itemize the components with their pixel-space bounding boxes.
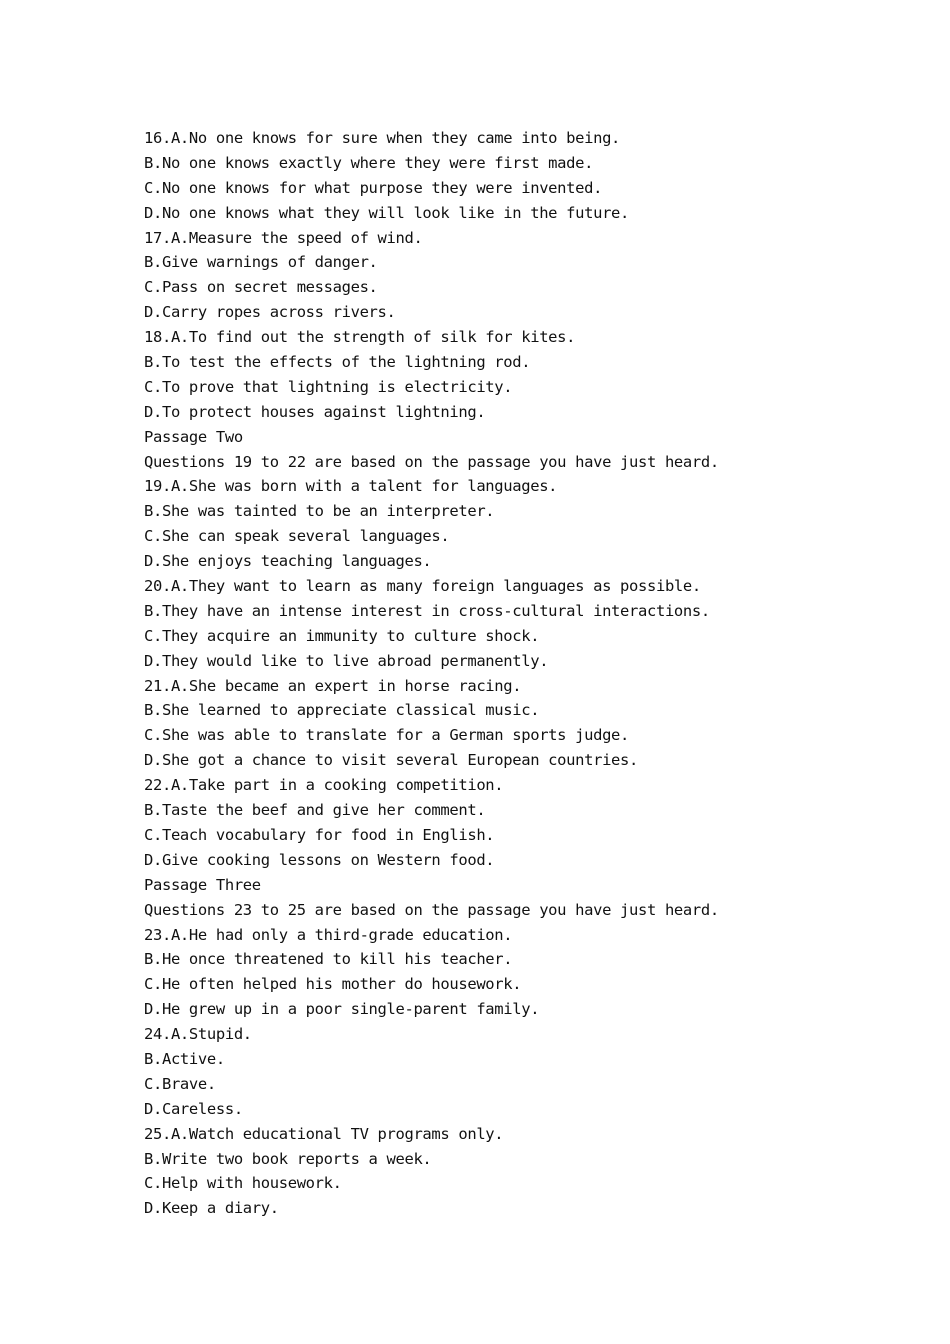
passage-two-heading: Passage Two: [144, 427, 243, 446]
q20-option-a: 20.A.They want to learn as many foreign languages as possible.: [144, 577, 701, 596]
q22-option-a: 22.A.Take part in a cooking competition.: [144, 776, 504, 795]
passage-three-instructions: Questions 23 to 25 are based on the passage you have just heard.: [144, 900, 719, 919]
passage-three-heading: Passage Three: [144, 875, 261, 894]
q16-option-a: 16.A.No one knows for sure when they came into being.: [144, 129, 621, 147]
q23-option-d: D.He grew up in a poor single-parent family.: [144, 1000, 540, 1019]
q22-option-d: D.Give cooking lessons on Western food.: [144, 850, 495, 869]
q17-option-c: C.Pass on secret messages.: [144, 278, 378, 297]
q25-option-d: D.Keep a diary.: [144, 1199, 279, 1218]
q17-option-a: 17.A.Measure the speed of wind.: [144, 228, 423, 247]
q19-option-a: 19.A.She was born with a talent for languages.: [144, 477, 558, 496]
q16-option-d: D.No one knows what they will look like in the future.: [144, 203, 630, 222]
q19-option-c: C.She can speak several languages.: [144, 527, 450, 546]
q18-option-a: 18.A.To find out the strength of silk for kites.: [144, 328, 576, 347]
q16-option-c: C.No one knows for what purpose they were invented.: [144, 178, 603, 197]
q20-option-c: C.They acquire an immunity to culture shock.: [144, 626, 540, 645]
q16-option-b: B.No one knows exactly where they were first made.: [144, 153, 594, 172]
q24-option-c: C.Brave.: [144, 1074, 216, 1093]
q25-option-c: C.Help with housework.: [144, 1174, 342, 1193]
q24-option-b: B.Active.: [144, 1049, 225, 1068]
q20-option-d: D.They would like to live abroad permanently.: [144, 651, 549, 670]
q25-option-a: 25.A.Watch educational TV programs only.: [144, 1124, 504, 1143]
q20-option-b: B.They have an intense interest in cross-cultural interactions.: [144, 601, 710, 620]
q24-option-a: 24.A.Stupid.: [144, 1025, 252, 1044]
document-content: [144, 126, 904, 1221]
q25-option-b: B.Write two book reports a week.: [144, 1149, 432, 1168]
q17-option-d: D.Carry ropes across rivers.: [144, 303, 396, 322]
q22-option-b: B.Taste the beef and give her comment.: [144, 801, 486, 820]
q23-option-a: 23.A.He had only a third-grade education.: [144, 925, 513, 944]
q21-option-d: D.She got a chance to visit several European countries.: [144, 751, 638, 770]
q21-option-c: C.She was able to translate for a German sports judge.: [144, 726, 630, 745]
q19-option-b: B.She was tainted to be an interpreter.: [144, 502, 495, 521]
q18-option-c: C.To prove that lightning is electricity.: [144, 377, 513, 396]
q18-option-d: D.To protect houses against lightning.: [144, 402, 486, 421]
q23-option-c: C.He often helped his mother do housework.: [144, 975, 522, 994]
q24-option-d: D.Careless.: [144, 1099, 243, 1118]
q22-option-c: C.Teach vocabulary for food in English.: [144, 825, 495, 844]
q23-option-b: B.He once threatened to kill his teacher.: [144, 950, 513, 969]
q21-option-a: 21.A.She became an expert in horse racing.: [144, 676, 522, 695]
q18-option-b: B.To test the effects of the lightning rod.: [144, 353, 531, 372]
q17-option-b: B.Give warnings of danger.: [144, 253, 378, 272]
q19-option-d: D.She enjoys teaching languages.: [144, 552, 432, 571]
passage-two-instructions: Questions 19 to 22 are based on the passage you have just heard.: [144, 452, 719, 471]
q21-option-b: B.She learned to appreciate classical music.: [144, 701, 540, 720]
